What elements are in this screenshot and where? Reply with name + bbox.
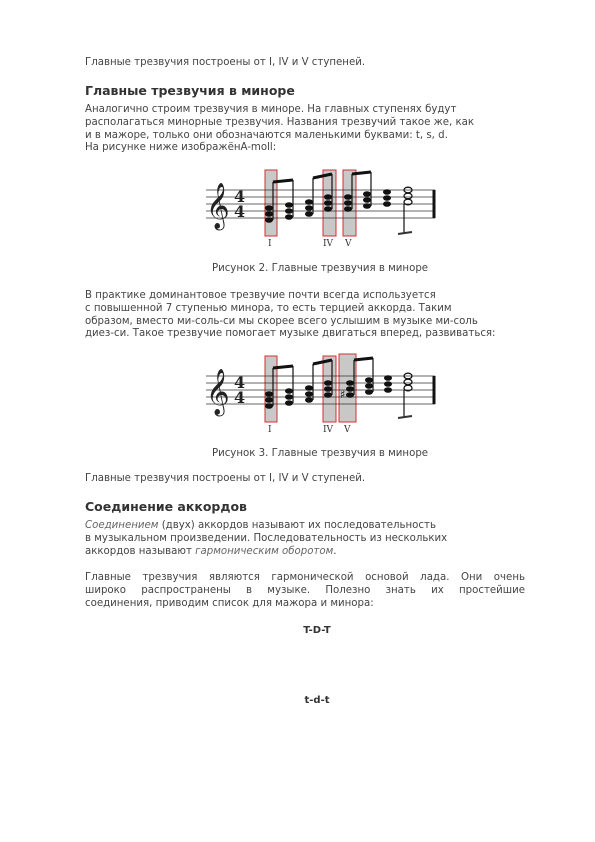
text-line: соединения, приводим список для мажора и минора: xyxy=(85,597,374,609)
text-line: На рисунке ниже изображёнA-moll: xyxy=(85,142,277,154)
text-line: и в мажоре, только они обозначаются маленькими буквами: t, s, d. xyxy=(85,129,448,141)
highlight-tonic xyxy=(265,356,277,422)
text-line: В практике доминантовое трезвучие почти всегда используется xyxy=(85,290,436,301)
degree-label-i: I xyxy=(268,425,272,435)
time-signature-top: 4 xyxy=(234,187,246,206)
text-line: Аналогично строим трезвучия в миноре. На главных ступенях будут xyxy=(85,104,457,115)
time-signature-top: 4 xyxy=(234,373,246,392)
paragraph-minor-triads xyxy=(85,104,474,155)
intro-paragraph: Главные трезвучия построены от I, IV и V ступеней. xyxy=(85,57,366,68)
degree-label-v: V xyxy=(344,425,351,435)
text-span: аккордов называют xyxy=(85,545,196,557)
time-signature-bottom: 4 xyxy=(234,202,246,221)
text-line: с повышенной 7 ступенью минора, то есть терцией аккорда. Таким xyxy=(85,302,452,314)
text-span: . xyxy=(333,545,337,557)
figure-1-staff xyxy=(198,164,448,254)
heading-chord-connection: Соединение аккордов xyxy=(85,499,247,514)
term-harmonic-turn: гармоническим оборотом xyxy=(195,545,334,557)
degree-label-v: V xyxy=(345,239,352,249)
figure-2-staff xyxy=(198,350,448,440)
paragraph-dominant xyxy=(85,290,496,341)
paragraph-connection xyxy=(85,520,447,558)
time-signature-bottom: 4 xyxy=(234,388,246,407)
text-span: (двух) аккордов называют их последовательность xyxy=(158,520,436,531)
text-line: широко распространены в музыке. Полезно знать их простейшие xyxy=(85,584,525,596)
text-line xyxy=(85,546,447,559)
text-line xyxy=(85,520,447,533)
figure-2-caption: Рисунок 3. Главные трезвучия в миноре xyxy=(211,448,429,459)
paragraph-progressions xyxy=(85,572,525,610)
degree-label-iv: IV xyxy=(323,425,334,435)
treble-clef-icon: 𝄞 xyxy=(206,183,230,229)
highlight-tonic xyxy=(265,170,277,236)
formula-minor: t-d-t xyxy=(304,695,330,706)
term-connection: Соединением xyxy=(85,520,159,531)
paragraph-degrees: Главные трезвучия построены от I, IV и V ступеней. xyxy=(85,473,366,484)
text-line: располагаться минорные трезвучия. Названия трезвучий такое же, как xyxy=(85,116,475,128)
sharp-icon: ♯ xyxy=(340,388,346,401)
degree-label-i: I xyxy=(268,239,272,249)
figure-1-caption: Рисунок 2. Главные трезвучия в миноре xyxy=(211,263,429,274)
text-line: в музыкальном произведении. Последовательность из нескольких xyxy=(85,532,448,544)
formula-major: T-D-T xyxy=(303,625,331,636)
degree-label-iv: IV xyxy=(323,239,334,249)
text-line: Главные трезвучия являются гармонической основой лада. Они очень xyxy=(85,572,525,583)
heading-minor-triads: Главные трезвучия в миноре xyxy=(85,83,295,98)
text-line: образом, вместо ми-соль-си мы скорее всего услышим в музыке ми-соль xyxy=(85,315,478,327)
treble-clef-icon: 𝄞 xyxy=(206,369,230,415)
text-line: диез-си. Такое трезвучие помогает музыке двигаться вперед, развиваться: xyxy=(85,328,496,340)
